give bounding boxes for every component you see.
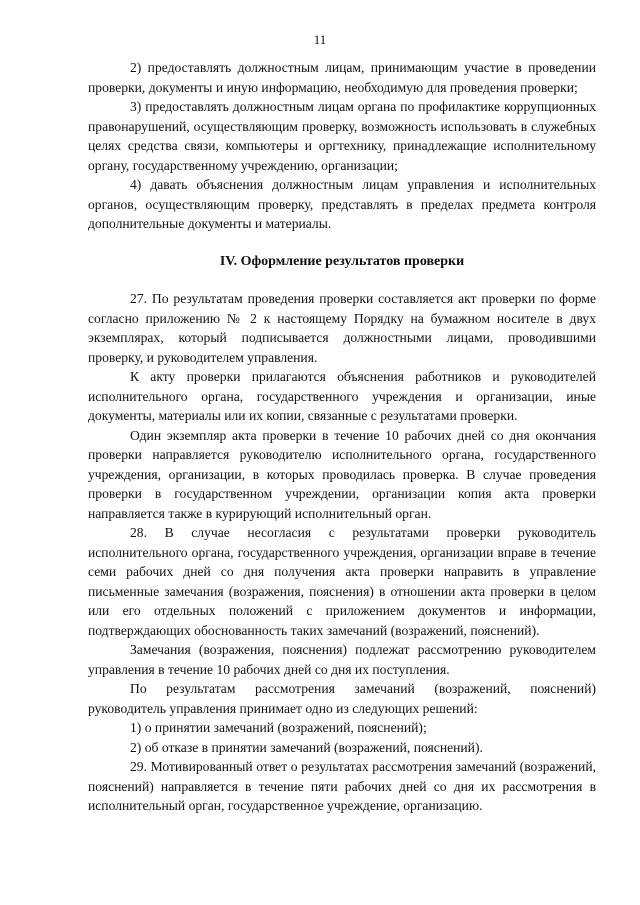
paragraph: Замечания (возражения, пояснения) подлежат рассмотрению руководителем управления в течение 10 рабочих дней со дня их поступления. xyxy=(88,642,596,677)
section-heading: IV. Оформление результатов проверки xyxy=(219,253,465,269)
paragraph: Один экземпляр акта проверки в течение 10 рабочих дней со дня окончания проверки направляется руководителю исполнительного органа, государственного учреждения, организации, в которых проводилась проверка. В случае проведения проверки в государственном учреждении, организации копия акта проверки направляется также в курирующий исполнительный орган. xyxy=(88,427,596,521)
paragraph: По результатам рассмотрения замечаний (возражений, пояснений) руководитель управления принимает одно из следующих решений: xyxy=(88,681,596,716)
paragraph: 3) предоставлять должностным лицам органа по профилактике коррупционных правонарушений, осуществляющим проверку, возможность использовать в служебных целях средства связи, компьютеры и оргтехнику, принадлежащие исполнительному органу, государственному учреждению, организации; xyxy=(88,99,596,173)
paragraph: 27. По результатам проведения проверки составляется акт проверки по форме согласно приложению № 2 к настоящему Порядку на бумажном носителе в двух экземплярах, который подписывается должностными лицами, проводившими проверку, и руководителем управления. xyxy=(88,291,596,365)
page-number: 11 xyxy=(313,32,327,47)
list-item: 2) об отказе в принятии замечаний (возражений, пояснений). xyxy=(130,739,483,755)
document-body xyxy=(88,58,596,816)
list-item: 1) о принятии замечаний (возражений, пояснений); xyxy=(130,720,427,735)
paragraph: К акту проверки прилагаются объяснения работников и руководителей исполнительного органа, государственного учреждения и организации, иные документы, материалы или их копии, связанные с результатами проверки. xyxy=(88,369,596,423)
paragraph: 28. В случае несогласия с результатами проверки руководитель исполнительного органа, государственного учреждения, организации вправе в течение семи рабочих дней со дня получения акта проверки направить в управление письменные замечания (возражения, пояснения) в отношении акта проверки в целом или его отдельных положений с приложением документов и информации, подтверждающих обоснованность таких замечаний (возражений, пояснений). xyxy=(88,525,596,638)
paragraph: 4) давать объяснения должностным лицам управления и исполнительных органов, осуществляющим проверку, представлять в пределах предмета контроля дополнительные документы и материалы. xyxy=(88,177,596,231)
paragraph: 2) предоставлять должностным лицам, принимающим участие в проведении проверки, документы и иную информацию, необходимую для проведения проверки; xyxy=(88,60,596,95)
paragraph: 29. Мотивированный ответ о результатах рассмотрения замечаний (возражений, пояснений) направляется в течение пяти рабочих дней со дня их рассмотрения в исполнительный орган, государственное учреждение, организацию. xyxy=(88,759,596,813)
